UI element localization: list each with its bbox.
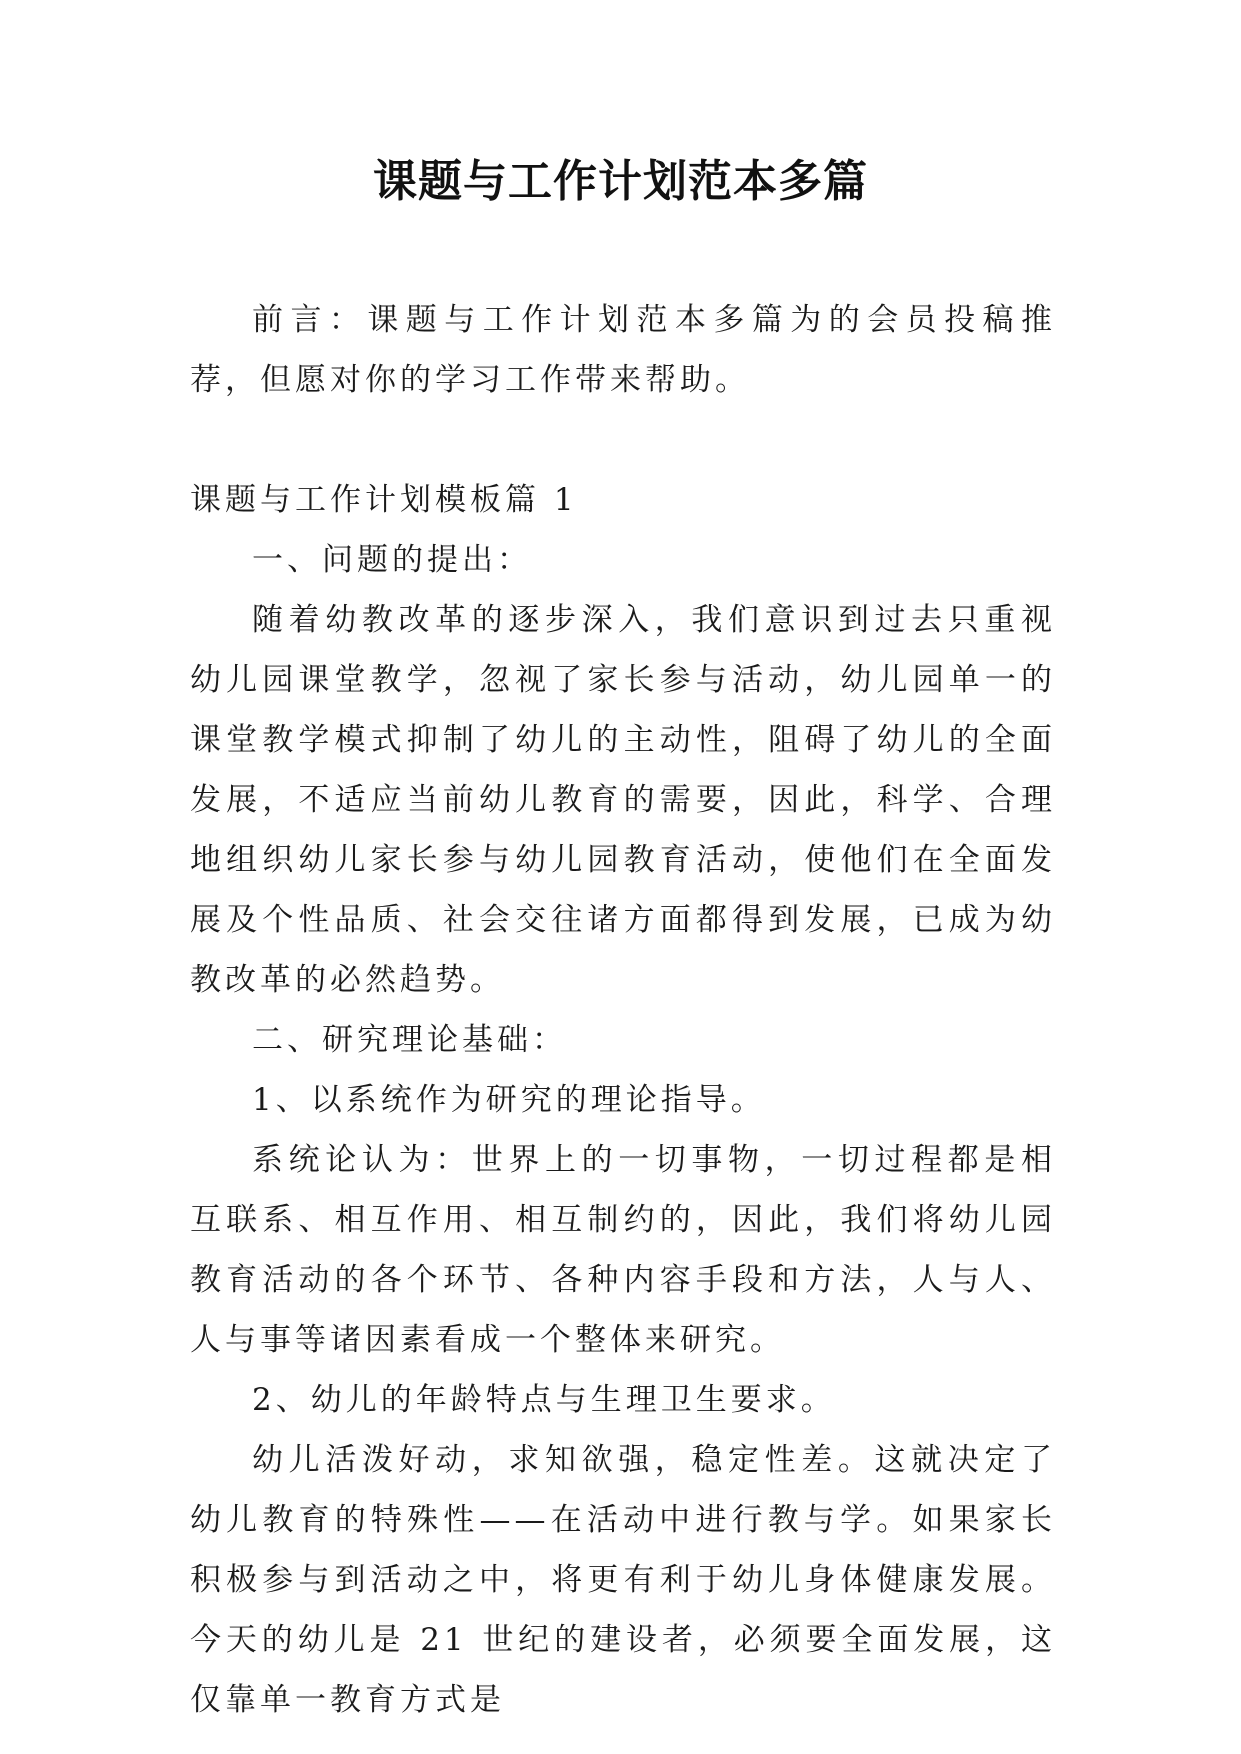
subheading-age: 2、幼儿的年龄特点与生理卫生要求。 xyxy=(252,1382,836,1418)
heading-problem: 一、问题的提出： xyxy=(252,542,532,578)
heading-theory: 二、研究理论基础： xyxy=(252,1022,567,1058)
paragraph-systems: 系统论认为：世界上的一切事物，一切过程都是相互联系、相互作用、相互制约的，因此，我们将幼儿园教育活动的各个环节、各种内容手段和方法，人与人、人与事等诸因素看成一个整体来研究。 xyxy=(190,1142,1056,1358)
section-heading: 课题与工作计划模板篇 1 xyxy=(190,482,578,518)
paragraph-spacer xyxy=(190,410,1056,470)
subheading-systems: 1、以系统作为研究的理论指导。 xyxy=(252,1082,766,1118)
paragraph-age: 幼儿活泼好动，求知欲强，稳定性差。这就决定了幼儿教育的特殊性——在活动中进行教与学。如果家长积极参与到活动之中，将更有利于幼儿身体健康发展。今天的幼儿是 21 世纪的建设者，必须要全面发展，这仅靠单一教育方式是 xyxy=(190,1442,1056,1718)
document-title: 课题与工作计划范本多篇 xyxy=(373,156,868,207)
preface-paragraph: 前言：课题与工作计划范本多篇为的会员投稿推荐，但愿对你的学习工作带来帮助。 xyxy=(190,302,1056,398)
document-body xyxy=(190,290,1056,1730)
paragraph-problem: 随着幼教改革的逐步深入，我们意识到过去只重视幼儿园课堂教学，忽视了家长参与活动，幼儿园单一的课堂教学模式抑制了幼儿的主动性，阻碍了幼儿的全面发展，不适应当前幼儿教育的需要，因此，科学、合理地组织幼儿家长参与幼儿园教育活动，使他们在全面发展及个性品质、社会交往诸方面都得到发展，已成为幼教改革的必然趋势。 xyxy=(190,602,1056,998)
